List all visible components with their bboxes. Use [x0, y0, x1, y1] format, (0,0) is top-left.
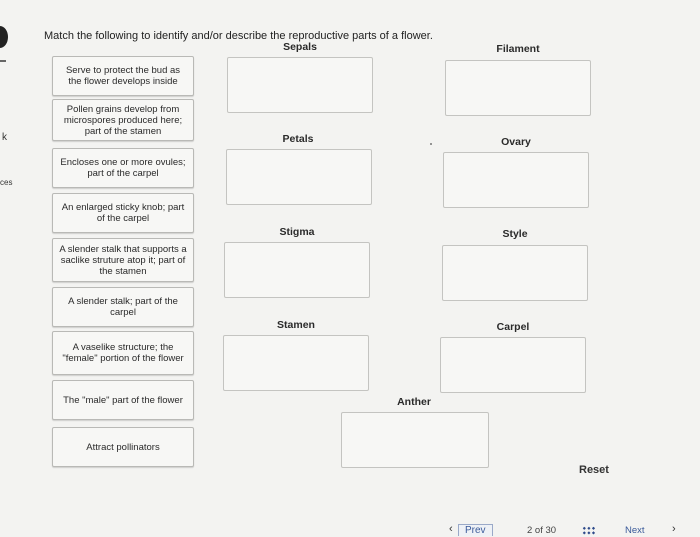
dropzone-anther[interactable] — [341, 412, 489, 468]
sidebar-circle-icon — [0, 26, 8, 48]
sidebar-dash-icon — [0, 60, 6, 62]
chevron-right-icon[interactable]: › — [672, 523, 676, 535]
left-sidebar-edge — [0, 0, 20, 535]
target-label-sepals: Sepals — [283, 41, 317, 53]
target-label-filament: Filament — [496, 43, 540, 55]
answer-card[interactable]: A slender stalk; part of the carpel — [52, 287, 194, 327]
dropzone-sepals[interactable] — [227, 57, 373, 113]
dropzone-style[interactable] — [442, 245, 588, 301]
target-label-ovary: Ovary — [501, 136, 531, 148]
answer-card[interactable]: Pollen grains develop from microspores produced here; part of the stamen — [52, 99, 194, 141]
sidebar-partial-label: ces — [0, 178, 13, 187]
question-instructions: Match the following to identify and/or describe the reproductive parts of a flower. — [44, 30, 433, 42]
grid-icon[interactable] — [582, 526, 596, 535]
target-label-anther: Anther — [397, 396, 431, 408]
dropzone-petals[interactable] — [226, 149, 372, 205]
target-label-style: Style — [502, 228, 528, 240]
answer-card[interactable]: Serve to protect the bud as the flower develops inside — [52, 56, 194, 96]
answer-card[interactable]: An enlarged sticky knob; part of the carpel — [52, 193, 194, 233]
target-label-stigma: Stigma — [279, 226, 315, 238]
stray-mark — [430, 143, 432, 145]
target-label-petals: Petals — [282, 133, 314, 145]
answer-card[interactable]: Encloses one or more ovules; part of the carpel — [52, 148, 194, 188]
next-button[interactable]: Next — [625, 525, 645, 536]
answer-card[interactable]: The "male" part of the flower — [52, 380, 194, 420]
dropzone-carpel[interactable] — [440, 337, 586, 393]
target-label-carpel: Carpel — [496, 321, 530, 333]
page-indicator: 2 of 30 — [527, 525, 557, 536]
dropzone-ovary[interactable] — [443, 152, 589, 208]
answer-card[interactable]: Attract pollinators — [52, 427, 194, 467]
prev-button[interactable]: Prev — [458, 524, 493, 536]
answer-card[interactable]: A slender stalk that supports a saclike struture atop it; part of the stamen — [52, 238, 194, 282]
chevron-left-icon[interactable]: ‹ — [449, 523, 453, 535]
dropzone-stamen[interactable] — [223, 335, 369, 391]
dropzone-filament[interactable] — [445, 60, 591, 116]
sidebar-partial-label: k — [2, 132, 7, 143]
target-label-stamen: Stamen — [277, 319, 315, 331]
reset-button[interactable]: Reset — [579, 464, 609, 476]
dropzone-stigma[interactable] — [224, 242, 370, 298]
answer-card[interactable]: A vaselike structure; the "female" portion of the flower — [52, 331, 194, 375]
